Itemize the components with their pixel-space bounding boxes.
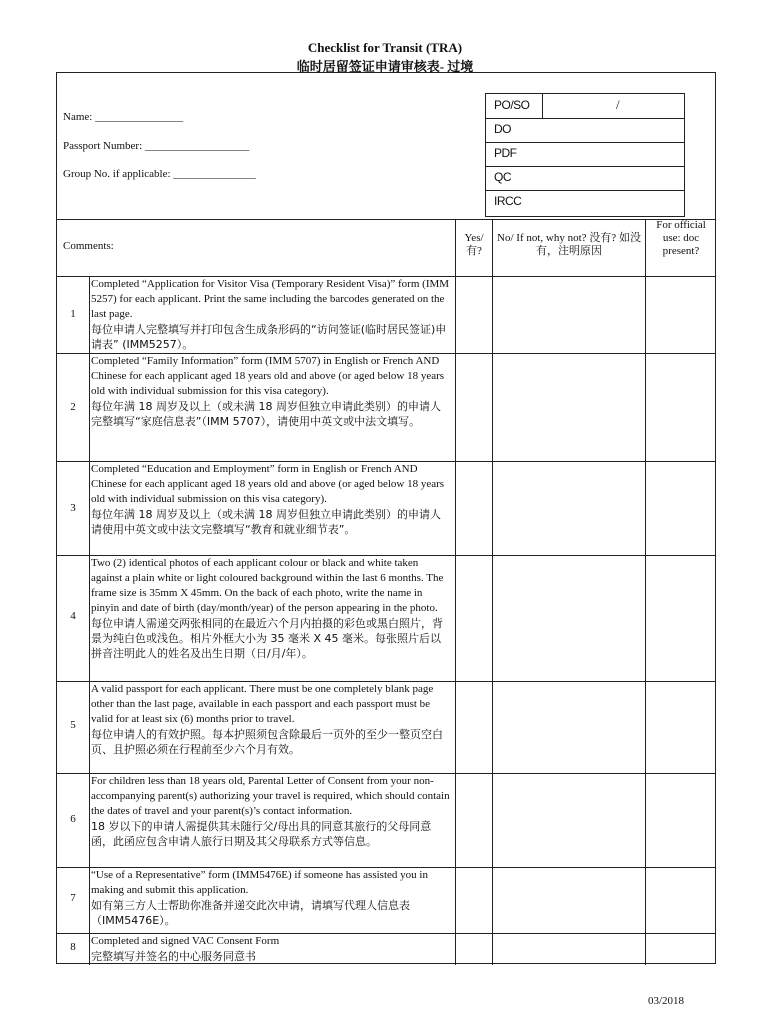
- col-sep-official: [645, 219, 646, 965]
- page-title-chinese: 临时居留签证申请审核表- 过境: [296, 59, 474, 74]
- comments-label: Comments:: [63, 240, 114, 252]
- item-number: 5: [70, 719, 76, 731]
- item-text-en: For children less than 18 years old, Parental Letter of Consent from your non-accompanying parent(s) authorizing your travel is required, which should contain the dates of travel and your parent(s)’s contact information.: [91, 775, 450, 817]
- group-number-field[interactable]: Group No. if applicable: _______________: [63, 168, 256, 180]
- checklist-item: [91, 354, 451, 429]
- item-number: 2: [70, 401, 76, 413]
- item-text-en: Completed “Application for Visitor Visa (Temporary Resident Visa)” form (IMM 5257) for each applicant. Print the same including the barcodes generated on the last page.: [91, 278, 450, 320]
- item-text-zh: 每位申请人完整填写并打印包含生成条形码的“访问签证(临时居民签证)申请表” (IMM5257）。: [91, 323, 447, 351]
- item-number: 1: [70, 308, 76, 320]
- item-text-en: Completed “Education and Employment” form in English or French AND Chinese for each applicant aged 18 years old and above (or aged below 18 years old with individual submission on this visa category).: [91, 463, 445, 505]
- official-use-column-header: For official use: doc present?: [656, 219, 706, 257]
- checklist-item: [91, 868, 451, 928]
- item-number: 7: [70, 892, 76, 904]
- item-text-zh: 每位申请人需递交两张相同的在最近六个月内拍摄的彩色或黑白照片，背景为纯白色或浅色。相片外框大小为 35 毫米 X 45 毫米。每张照片后以拼音注明此人的姓名及出生日期（日/月/年）。: [91, 617, 443, 660]
- item-text-zh: 每位年满 18 周岁及以上（或未满 18 周岁但独立申请此类别）的申请人完整填写“家庭信息表”（IMM 5707），请使用中英文或中法文填写。: [91, 400, 441, 428]
- page-title: Checklist for Transit (TRA): [307, 40, 463, 55]
- no-column-header: No/ If not, why not? 没有? 如没有，注明原因: [497, 232, 641, 257]
- checklist-item: [91, 556, 451, 661]
- checklist-item: [91, 277, 451, 352]
- checklist-item: [91, 774, 451, 849]
- col-sep-number: [89, 276, 90, 965]
- checklist-item: [91, 934, 451, 964]
- office-row-do: DO: [486, 118, 684, 143]
- item-text-en: Completed “Family Information” form (IMM 5707) in English or French AND Chinese for each applicant aged 18 years old and above (or aged below 18 years old with individual submission for this visa category).: [91, 355, 445, 397]
- po-so-slash: /: [616, 97, 620, 112]
- item-text-en: “Use of a Representative” form (IMM5476E) if someone has assisted you in making and submit this application.: [91, 869, 428, 896]
- item-number: 6: [70, 813, 76, 825]
- item-text-en: Completed and signed VAC Consent Form: [91, 935, 280, 947]
- item-number: 4: [70, 610, 76, 622]
- passport-number-field[interactable]: Passport Number: ___________________: [63, 140, 250, 152]
- item-text-zh: 18 岁以下的申请人需提供其未随行父/母出具的同意其旅行的父母同意函，此函应包含申请人旅行日期及其父母联系方式等信息。: [91, 820, 432, 848]
- col-sep-no: [492, 219, 493, 965]
- office-row-po-so: PO/SO: [486, 94, 684, 119]
- item-text-en: Two (2) identical photos of each applicant colour or black and white taken against a plain white or light coloured background within the last 6 months. The frame size is 35mm X 45mm. On the back of each photo, write the name in pinyin and date of birth (day/month/year) of the person appearing in the photo.: [91, 557, 444, 614]
- item-text-en: A valid passport for each applicant. There must be one completely blank page other than the last page, available in each passport and each passport must be valid for at least six (6) months prior to travel.: [91, 683, 434, 725]
- name-field[interactable]: Name: ________________: [63, 111, 184, 123]
- item-number: 3: [70, 502, 76, 514]
- office-row-qc: QC: [486, 166, 684, 191]
- item-text-zh: 每位申请人的有效护照。每本护照须包含除最后一页外的至少一整页空白页、且护照必须在行程前至少六个月有效。: [91, 728, 443, 756]
- item-text-zh: 完整填写并签名的中心服务同意书: [91, 950, 256, 963]
- office-row-ircc: IRCC: [494, 194, 522, 208]
- office-row-pdf: PDF: [486, 142, 684, 167]
- office-use-box: [485, 93, 685, 217]
- revision-date: 03/2018: [647, 995, 684, 1007]
- header-top-rule: [57, 219, 715, 220]
- item-number: 8: [70, 941, 76, 953]
- yes-column-header: Yes/ 有?: [464, 232, 484, 257]
- checklist-form: [56, 72, 716, 964]
- col-sep-yes: [455, 219, 456, 965]
- checklist-item: [91, 462, 451, 537]
- item-text-zh: 每位年满 18 周岁及以上（或未满 18 周岁但独立申请此类别）的申请人请使用中英文或中法文完整填写“教育和就业细节表”。: [91, 508, 441, 536]
- item-text-zh: 如有第三方人士帮助你准备并递交此次申请，请填写代理人信息表（IMM5476E）。: [91, 899, 410, 927]
- checklist-item: [91, 682, 451, 757]
